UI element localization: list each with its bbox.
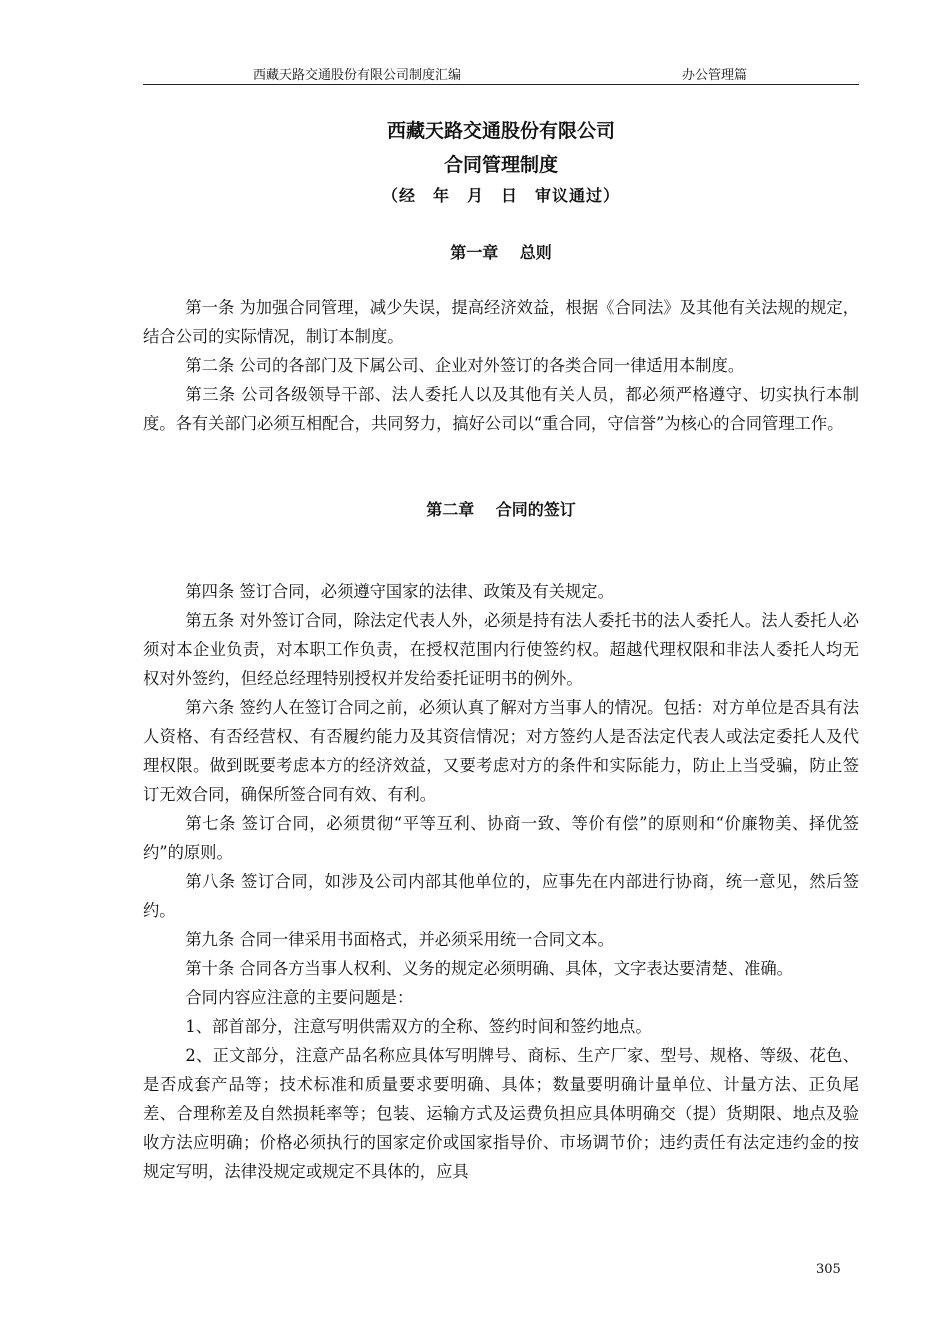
article-2: 第二条 公司的各部门及下属公司、企业对外签订的各类合同一律适用本制度。: [185, 356, 745, 375]
contract-item-1: 1、部首部分，注意写明供需双方的全称、签约时间和签约地点。: [185, 1017, 652, 1036]
company-title: 西藏天路交通股份有限公司: [386, 120, 615, 142]
article-9: 第九条 合同一律采用书面格式，并必须采用统一合同文本。: [185, 930, 614, 949]
chapter-one-heading: 第一章 总则: [450, 243, 552, 262]
article-7: 第七条 签订合同，必须贯彻“平等互利、协商一致、等价有偿”的原则和“价廉物美、择优签约”的原则。: [143, 814, 859, 862]
article-6: 第六条 签约人在签订合同之前，必须认真了解对方当事人的情况。包括：对方单位是否具有法人资格、有否经营权、有否履约能力及其资信情况；对方签约人是否法定代表人或法定委托人及代理权限。做到既要考虑本方的经济效益，又要考虑对方的条件和实际能力，防止上当受骗，防止签订无效合同，确保所签合同有效、有利。: [143, 698, 859, 804]
header-section: 办公管理篇: [682, 68, 748, 83]
article-1: 第一条 为加强合同管理，减少失误，提高经济效益，根据《合同法》及其他有关法规的规定，结合公司的实际情况，制订本制度。: [143, 298, 859, 346]
contract-content-intro: 合同内容应注意的主要问题是：: [185, 988, 414, 1007]
article-8: 第八条 签订合同，如涉及公司内部其他单位的，应事先在内部进行协商，统一意见，然后签约。: [143, 872, 859, 920]
header-document-collection: 西藏天路交通股份有限公司制度汇编: [253, 68, 462, 83]
page-header: [143, 62, 859, 85]
article-10: 第十条 合同各方当事人权利、义务的规定必须明确、具体，文字表达要清楚、准确。: [185, 959, 793, 978]
chapter-one-body: [143, 293, 859, 438]
chapter-two-body: [143, 577, 859, 1186]
page-number: 305: [816, 1262, 841, 1277]
document-title: 合同管理制度: [443, 154, 558, 176]
article-3: 第三条 公司各级领导干部、法人委托人以及其他有关人员，都必须严格遵守、切实执行本制度。各有关部门必须互相配合，共同努力，搞好公司以“重合同，守信誉”为核心的合同管理工作。: [143, 385, 859, 433]
approval-note: （经 年 月 日 审议通过）: [381, 186, 620, 205]
chapter-two-heading: 第二章 合同的签订: [426, 500, 576, 519]
contract-item-2: 2、正文部分，注意产品名称应具体写明牌号、商标、生产厂家、型号、规格、等级、花色、是否成套产品等；技术标准和质量要求要明确、具体；数量要明确计量单位、计量方法、正负尾差、合理称差及自然损耗率等；包装、运输方式及运费负担应具体明确交（提）货期限、地点及验收方法应明确；价格必须执行的国家定价或国家指导价、市场调节价；违约责任有法定违约金的按规定写明，法律没规定或规定不具体的，应具: [143, 1046, 859, 1181]
article-5: 第五条 对外签订合同，除法定代表人外，必须是持有法人委托书的法人委托人。法人委托人必须对本企业负责，对本职工作负责，在授权范围内行使签约权。超越代理权限和非法人委托人均无权对外签约，但经总经理特别授权并发给委托证明书的例外。: [143, 611, 859, 688]
article-4: 第四条 签订合同，必须遵守国家的法律、政策及有关规定。: [185, 582, 614, 601]
